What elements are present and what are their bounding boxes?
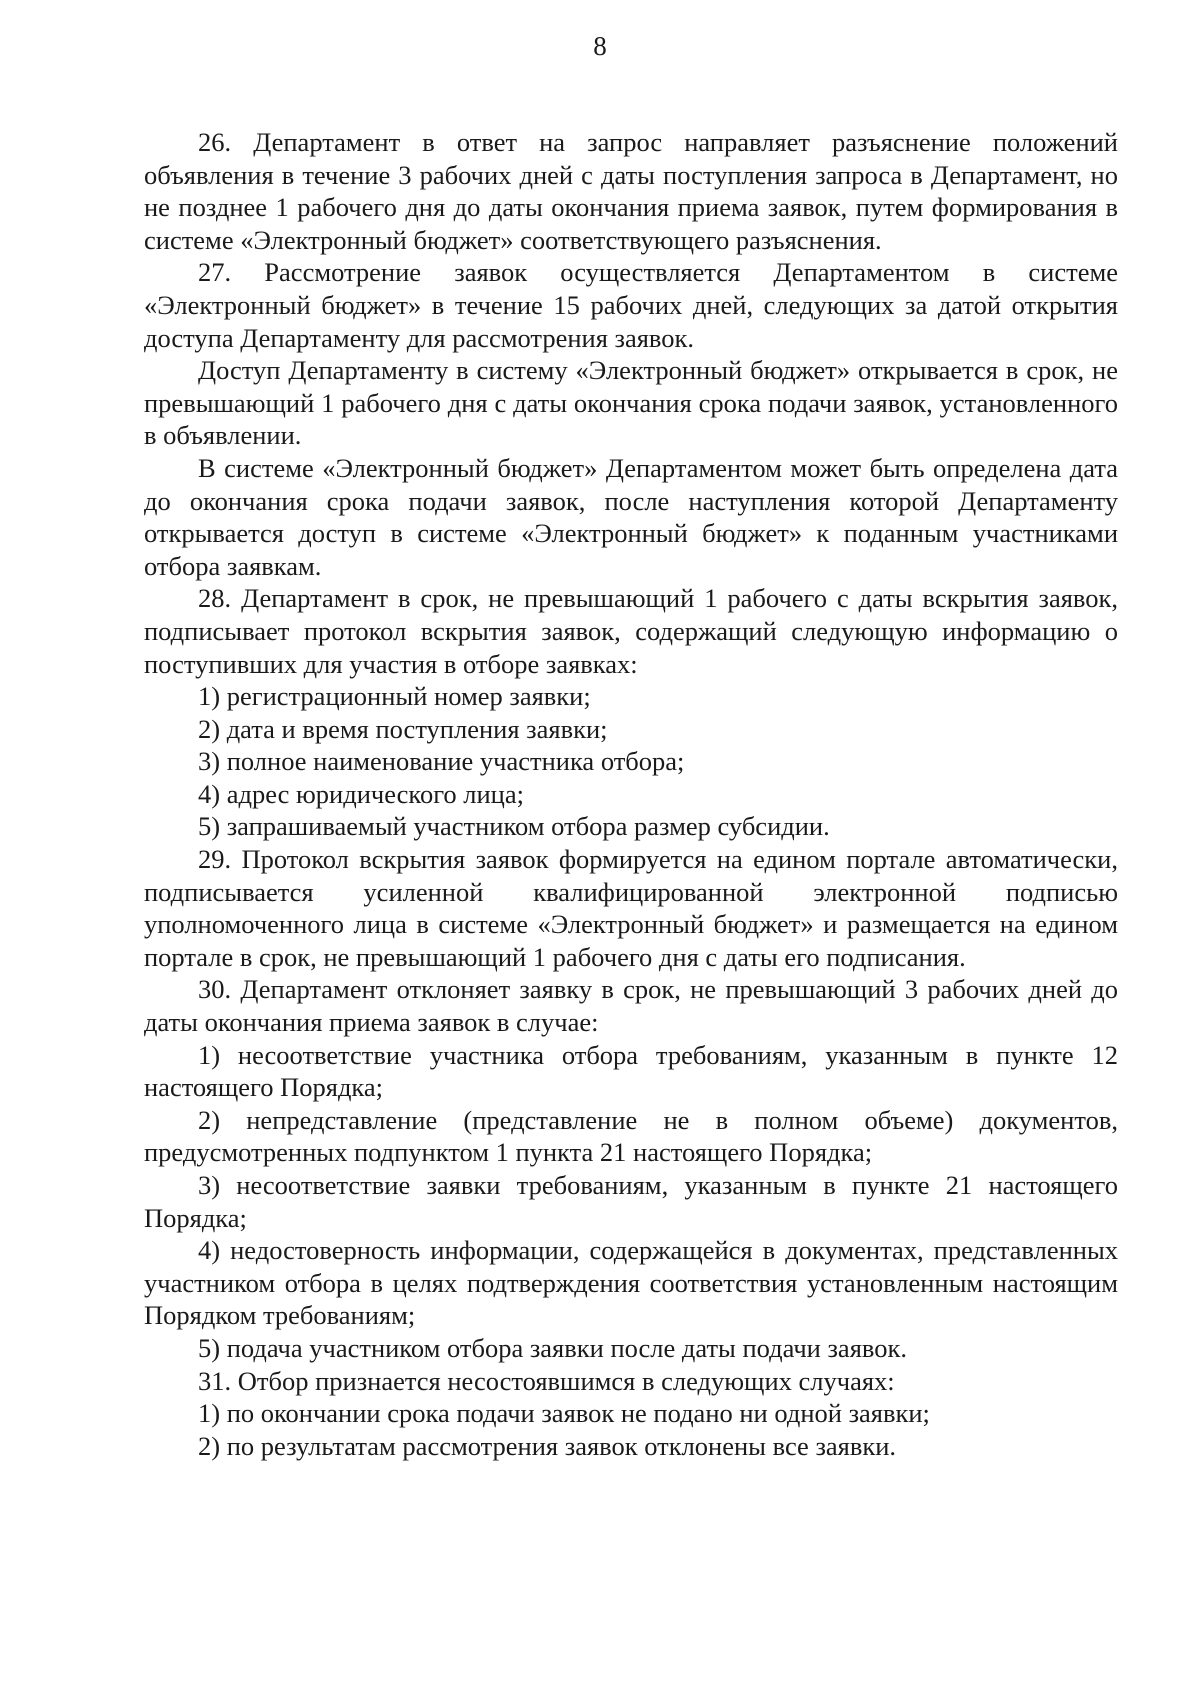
paragraph-31: 31. Отбор признается несостоявшимся в следующих случаях: <box>198 1365 895 1396</box>
paragraph-27-access: Доступ Департаменту в систему «Электронный бюджет» открывается в срок, не превышающий 1 рабочего дня с даты окончания срока подачи заявок, установленного в объявлении. <box>144 355 1118 451</box>
paragraph-29: 29. Протокол вскрытия заявок формируется на едином портале автоматически, подписывается усиленной квалифицированной электронной подписью уполномоченного лица в системе «Электронный бюджет» и размещается на едином портале в срок, не превышающий 1 рабочего дня с даты его подписания. <box>144 844 1118 972</box>
list-item-30-3: 3) несоответствие заявки требованиям, указанным в пункте 21 настоящего Порядка; <box>144 1170 1118 1233</box>
paragraph-27: 27. Рассмотрение заявок осуществляется Департаментом в системе «Электронный бюджет» в течение 15 рабочих дней, следующих за датой открытия доступа Департаменту для рассмотрения заявок. <box>144 257 1118 353</box>
list-item-30-5: 5) подача участником отбора заявки после даты подачи заявок. <box>198 1332 907 1363</box>
page-number: 8 <box>593 31 607 61</box>
list-item-30-1: 1) несоответствие участника отбора требованиям, указанным в пункте 12 настоящего Порядка; <box>144 1039 1118 1103</box>
list-item-28-5: 5) запрашиваемый участником отбора размер субсидии. <box>198 811 830 842</box>
document-body <box>144 126 1118 1462</box>
paragraph-26: 26. Департамент в ответ на запрос направляет разъяснение положений объявления в течение 3 рабочих дней с даты поступления запроса в Департамент, но не позднее 1 рабочего дня до даты окончания приема заявок, путем формирования в системе «Электронный бюджет» соответствующего разъяснения. <box>144 127 1118 255</box>
list-item-30-4: 4) недостоверность информации, содержащейся в документах, представленных участником отбора в целях подтверждения соответствия установленным настоящим Порядком требованиям; <box>144 1235 1118 1331</box>
list-item-28-3: 3) полное наименование участника отбора; <box>198 746 685 777</box>
list-item-31-1: 1) по окончании срока подачи заявок не подано ни одной заявки; <box>198 1398 930 1429</box>
paragraph-28: 28. Департамент в срок, не превышающий 1 рабочего с даты вскрытия заявок, подписывает протокол вскрытия заявок, содержащий следующую информацию о поступивших для участия в отборе заявках: <box>144 583 1118 679</box>
list-item-28-1: 1) регистрационный номер заявки; <box>198 681 591 712</box>
list-item-28-4: 4) адрес юридического лица; <box>198 778 524 809</box>
paragraph-27-date: В системе «Электронный бюджет» Департаментом может быть определена дата до окончания срока подачи заявок, после наступления которой Департаменту открывается доступ в системе «Электронный бюджет» к поданным участниками отбора заявкам. <box>144 452 1118 581</box>
list-item-28-2: 2) дата и время поступления заявки; <box>198 713 608 744</box>
paragraph-30: 30. Департамент отклоняет заявку в срок, не превышающий 3 рабочих дней до даты окончания приема заявок в случае: <box>144 974 1118 1038</box>
list-item-31-2: 2) по результатам рассмотрения заявок отклонены все заявки. <box>198 1430 897 1461</box>
list-item-30-2: 2) непредставление (представление не в полном объеме) документов, предусмотренных подпунктом 1 пункта 21 настоящего Порядка; <box>144 1104 1118 1168</box>
